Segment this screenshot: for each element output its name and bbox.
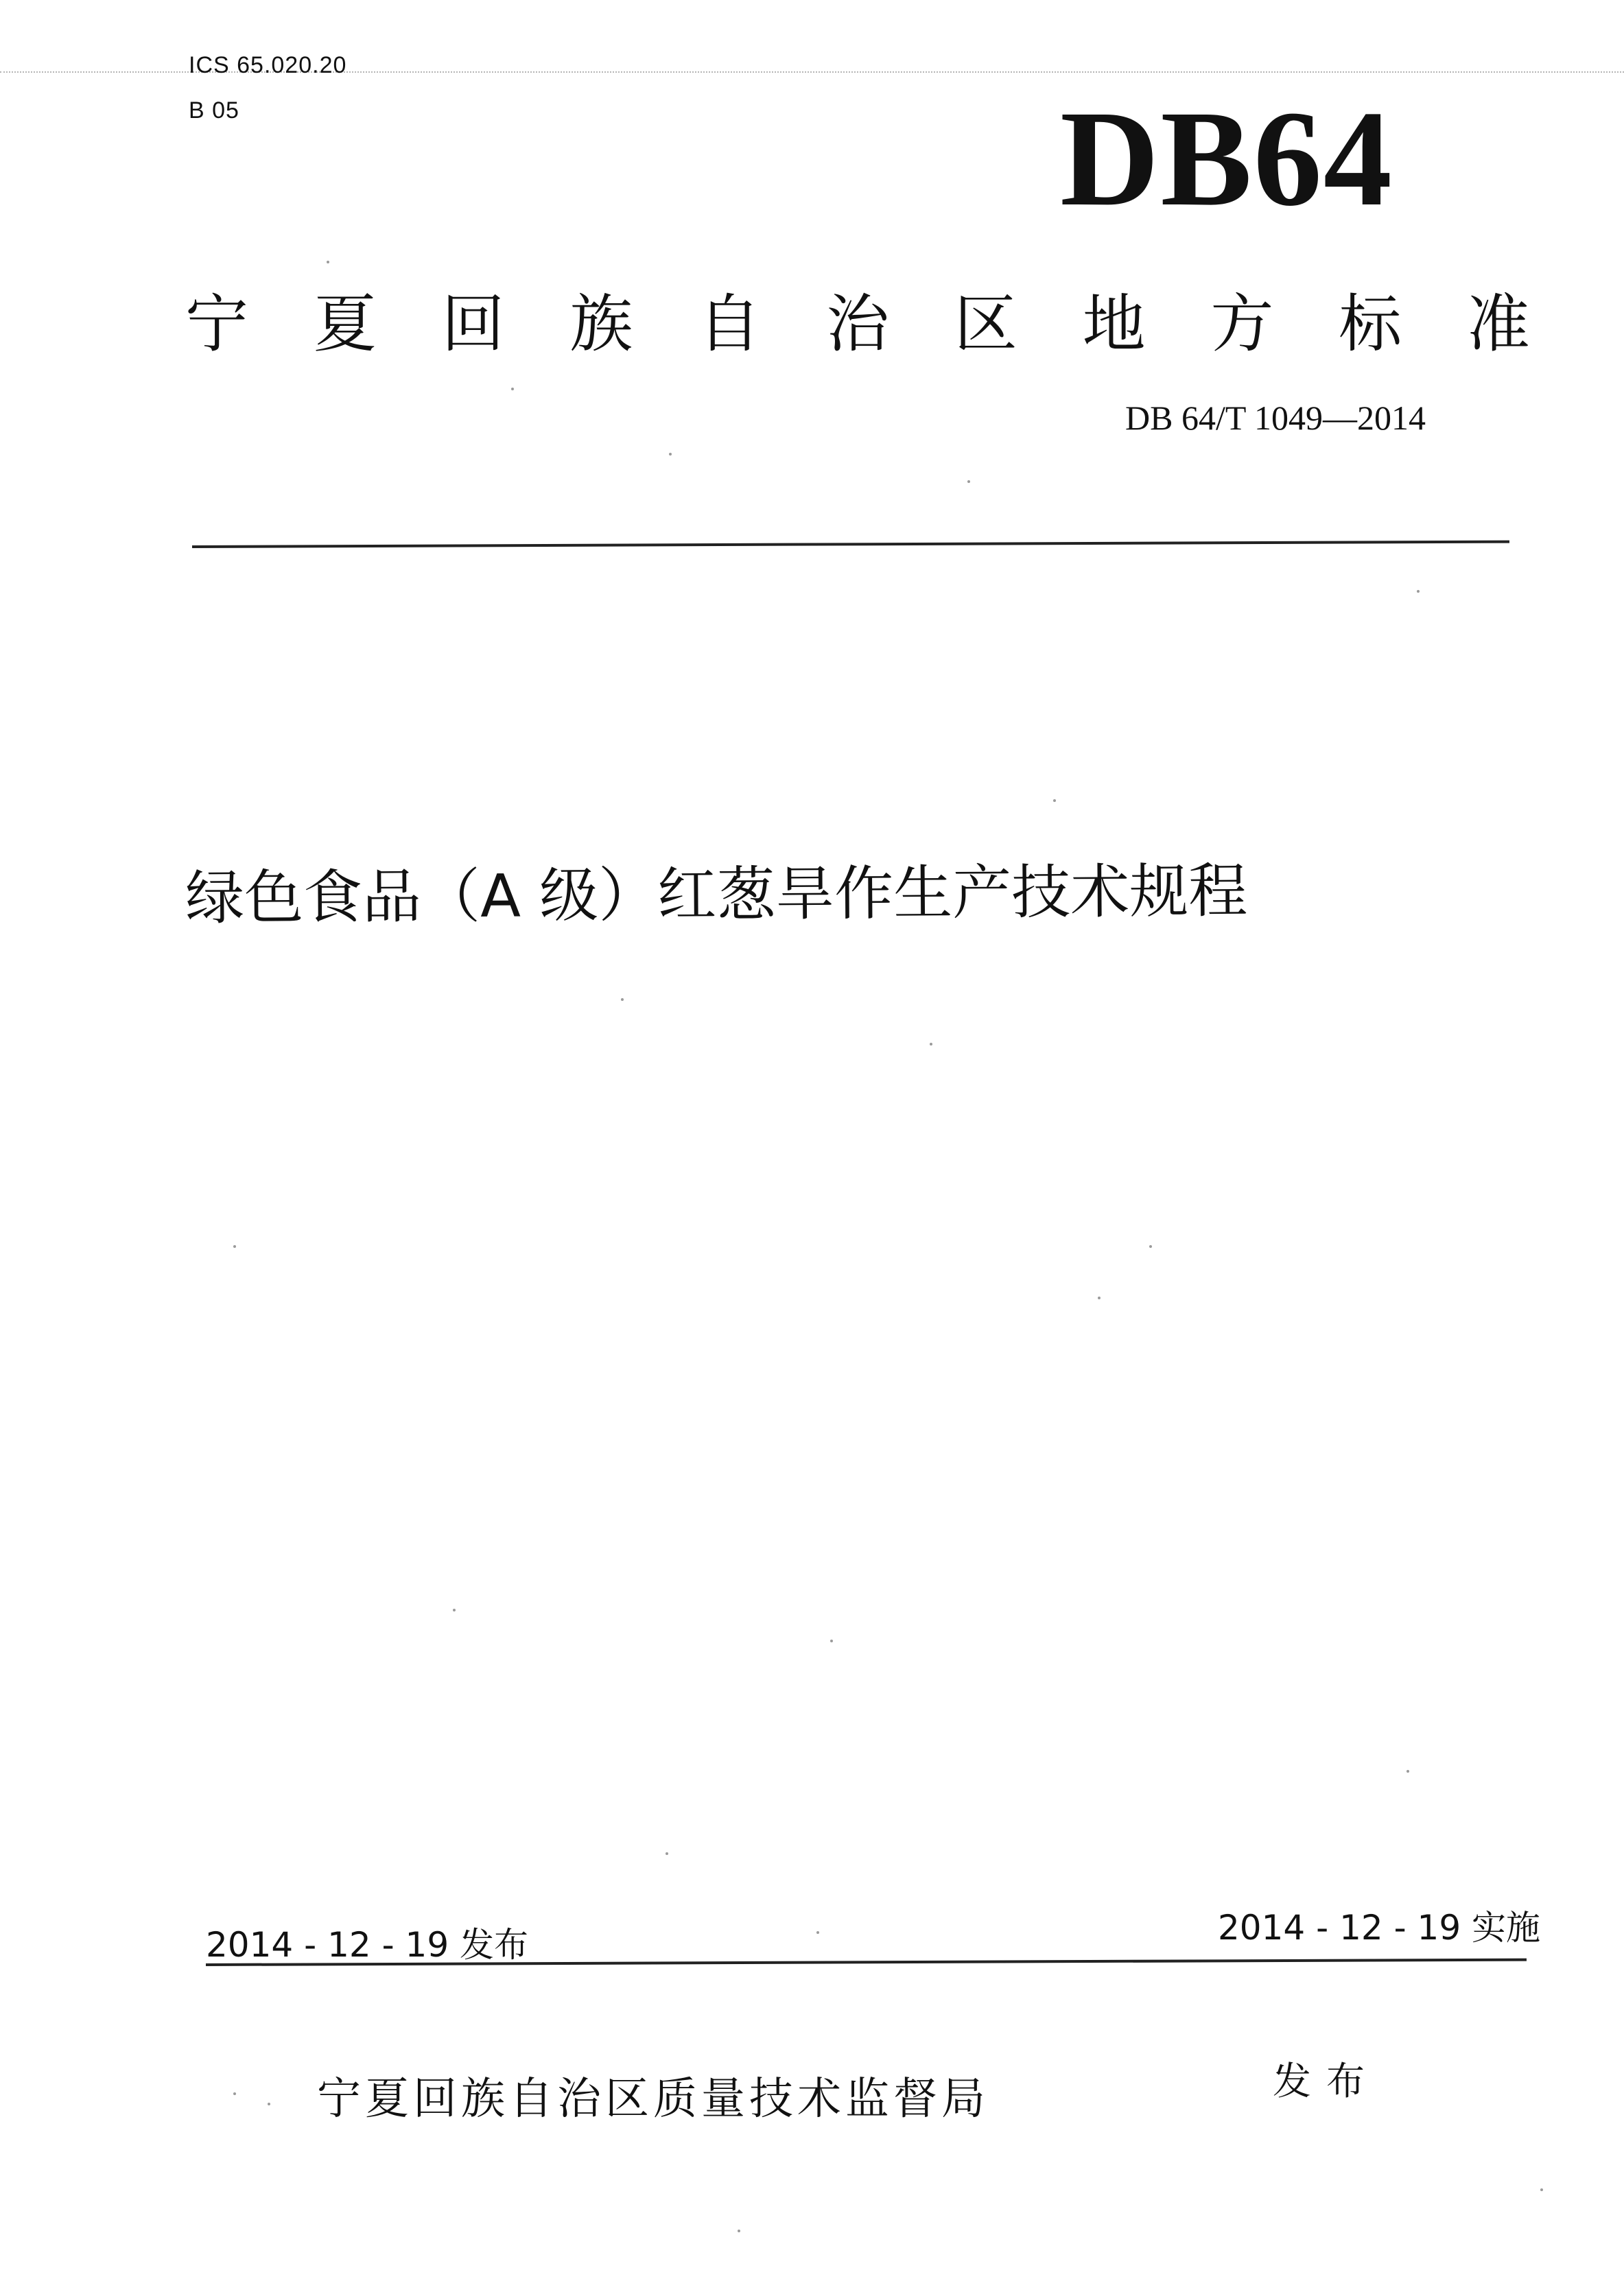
header-divider — [192, 541, 1509, 548]
publish-label: 发布 — [1273, 2059, 1380, 2104]
scan-speck — [1098, 1297, 1101, 1299]
scan-speck — [233, 2092, 236, 2095]
document-title: 绿色食品（A 级）红葱旱作生产技术规程 — [185, 857, 1248, 933]
scan-speck — [1417, 590, 1420, 593]
issuing-authority: 宁夏回族自治区质量技术监督局 — [317, 2074, 989, 2125]
scan-speck — [1540, 2188, 1543, 2191]
standard-type-char: 族 — [569, 287, 633, 361]
standard-type-char: 方 — [1210, 287, 1274, 361]
implementation-date: 2014 - 12 - 19 实施 — [1218, 1908, 1541, 1948]
standard-type-char: 自 — [698, 287, 762, 361]
scan-speck — [669, 453, 672, 456]
standard-type-char: 区 — [954, 287, 1017, 361]
scan-speck — [453, 1609, 456, 1611]
scan-speck — [1149, 1245, 1152, 1248]
publication-date: 2014 - 12 - 19 发布 — [206, 1925, 529, 1965]
ics-code: ICS 65.020.20 — [189, 52, 347, 78]
scan-speck — [738, 2230, 740, 2232]
standard-type-heading — [185, 274, 1530, 364]
scan-speck — [1407, 1770, 1409, 1773]
scan-speck — [1053, 799, 1056, 802]
scan-speck — [268, 2103, 270, 2105]
scan-speck — [830, 1640, 833, 1642]
scan-speck — [816, 1931, 819, 1934]
standard-number: DB 64/T 1049—2014 — [1125, 399, 1426, 437]
standard-type-char: 地 — [1082, 287, 1146, 361]
scan-speck — [666, 1852, 668, 1855]
standard-type-char: 宁 — [185, 287, 249, 361]
scan-speck — [511, 388, 514, 390]
scan-speck — [327, 261, 329, 263]
standard-type-char: 准 — [1466, 287, 1530, 361]
classification-code: B 05 — [189, 97, 239, 123]
standard-logo: DB64 — [1060, 83, 1393, 235]
standard-type-char: 回 — [441, 287, 505, 361]
scan-speck — [930, 1043, 932, 1045]
standard-type-char: 标 — [1339, 287, 1402, 361]
scan-speck — [233, 1245, 236, 1248]
scan-speck — [621, 998, 624, 1001]
standard-type-char: 治 — [825, 287, 889, 361]
scan-speck — [967, 480, 970, 483]
standard-type-char: 夏 — [313, 287, 377, 361]
